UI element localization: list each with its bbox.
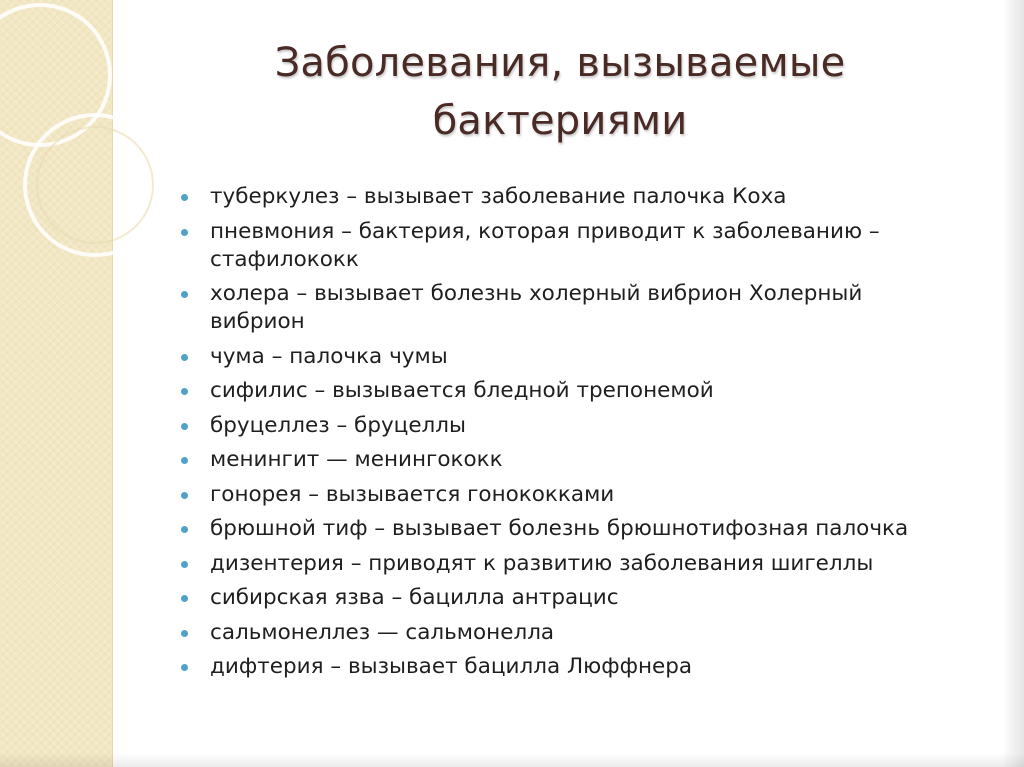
list-item-text: бруцеллез – бруцеллы xyxy=(210,412,467,438)
list-item xyxy=(180,343,950,371)
bullet-icon xyxy=(181,664,188,671)
list-item xyxy=(180,377,950,405)
bullet-icon xyxy=(181,630,188,637)
list-item xyxy=(180,619,950,647)
list-item xyxy=(180,218,950,274)
bullet-icon xyxy=(181,194,188,201)
list-item-text: пневмония – бактерия, которая приводит к заболеванию – стафилококк xyxy=(210,218,880,272)
bullet-icon xyxy=(181,526,188,533)
list-item xyxy=(180,481,950,509)
list-item xyxy=(180,446,950,474)
bullet-icon xyxy=(181,229,188,236)
list-item xyxy=(180,584,950,612)
bullet-icon xyxy=(181,354,188,361)
list-item xyxy=(180,550,950,578)
list-item xyxy=(180,183,950,211)
list-item xyxy=(180,515,950,543)
list-item-text: дифтерия – вызывает бацилла Люффнера xyxy=(210,654,693,679)
list-item xyxy=(180,280,950,336)
decorative-side-band xyxy=(0,0,113,767)
bullet-icon xyxy=(181,595,188,602)
bullet-list xyxy=(180,183,950,688)
list-item-text: сифилис – вызывается бледной трепонемой xyxy=(210,378,714,403)
bullet-icon xyxy=(181,561,188,568)
list-item xyxy=(180,412,950,440)
list-item-text: брюшной тиф – вызывает болезнь брюшнотифозная палочка xyxy=(210,516,909,541)
bullet-icon xyxy=(181,492,188,499)
bullet-icon xyxy=(181,457,188,464)
list-item-text: туберкулез – вызывает заболевание палочка Коха xyxy=(210,184,787,209)
list-item-text: гонорея – вызывается гонококками xyxy=(210,481,615,507)
bullet-icon xyxy=(181,423,188,430)
list-item-text: чума – палочка чумы xyxy=(210,343,448,369)
list-item-text: холера – вызывает болезнь холерный вибрион Холерный вибрион xyxy=(210,281,863,334)
list-item xyxy=(180,653,950,681)
slide-title: Заболевания, вызываемые бактериями xyxy=(274,40,846,144)
bullet-icon xyxy=(181,388,188,395)
list-item-text: менингит — менингококк xyxy=(210,447,503,472)
list-item-text: дизентерия – приводят к развитию заболевания шигеллы xyxy=(210,550,874,576)
bullet-icon xyxy=(181,291,188,298)
list-item-text: сальмонеллез — сальмонелла xyxy=(210,619,555,645)
list-item-text: сибирская язва – бацилла антрацис xyxy=(210,585,619,610)
slide-bottom-shadow xyxy=(0,753,1024,767)
slide-edge-shadow xyxy=(1002,0,1024,767)
